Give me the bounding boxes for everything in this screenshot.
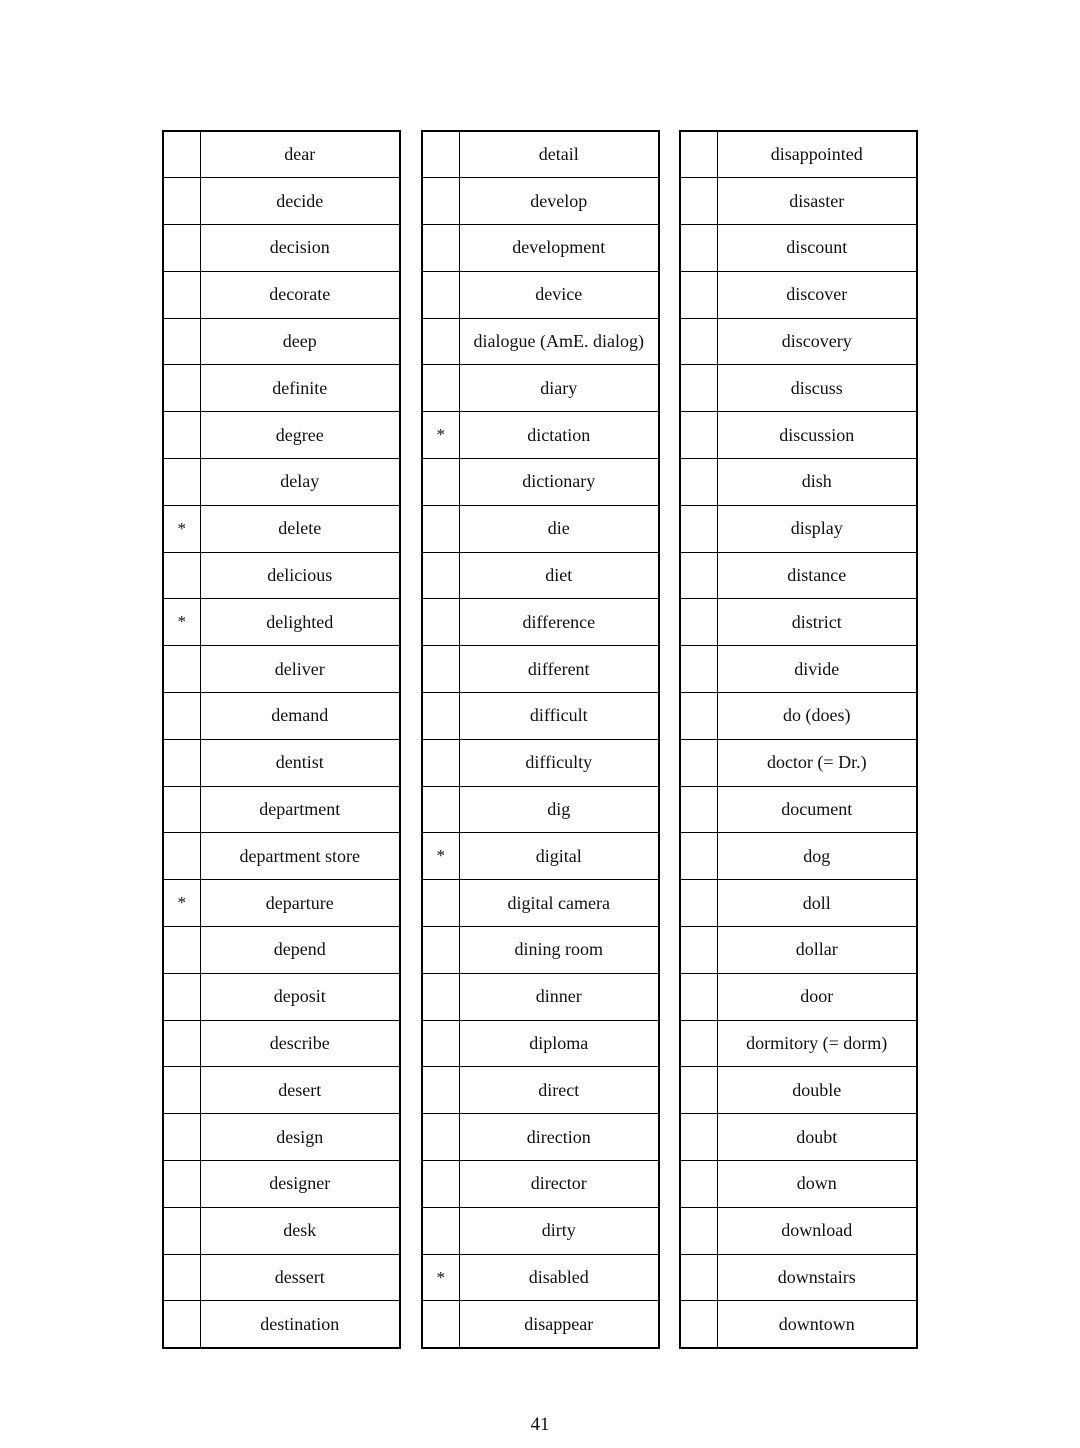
table-row [680,739,917,786]
vocab-word: dig [459,786,659,833]
table-row [680,459,917,506]
table-row [422,1301,659,1348]
row-mark [163,833,200,880]
vocab-word: double [717,1067,917,1114]
table-row [680,599,917,646]
vocab-word: describe [200,1020,400,1067]
vocab-word: disappointed [717,131,917,178]
row-mark: * [422,412,459,459]
row-mark [680,318,717,365]
vocab-word: do (does) [717,693,917,740]
row-mark [422,693,459,740]
table-row [680,646,917,693]
vocab-word: disabled [459,1254,659,1301]
vocab-word: desert [200,1067,400,1114]
row-mark [680,225,717,272]
vocab-word: depend [200,927,400,974]
vocab-word: destination [200,1301,400,1348]
row-mark [680,693,717,740]
row-mark [163,1161,200,1208]
vocab-word: director [459,1161,659,1208]
table-row [680,178,917,225]
row-mark [163,1254,200,1301]
vocab-word: difference [459,599,659,646]
table-row [422,131,659,178]
row-mark [422,131,459,178]
vocab-word: diary [459,365,659,412]
vocab-word: decorate [200,271,400,318]
table-row [422,1207,659,1254]
row-mark [163,459,200,506]
row-mark [422,365,459,412]
row-mark [680,1020,717,1067]
row-mark [422,1114,459,1161]
table-row [422,365,659,412]
row-mark [422,552,459,599]
row-mark [680,739,717,786]
page-number: 41 [530,1414,550,1435]
word-table-1 [162,130,401,1349]
row-mark [163,225,200,272]
table-row [422,178,659,225]
table-row [680,412,917,459]
vocab-word: downstairs [717,1254,917,1301]
table-row [422,459,659,506]
row-mark [422,271,459,318]
row-mark [163,973,200,1020]
row-mark [422,880,459,927]
row-mark [163,178,200,225]
row-mark [680,786,717,833]
row-mark [163,365,200,412]
table-row [422,833,659,880]
table-row [680,1161,917,1208]
vocab-word: direction [459,1114,659,1161]
vocab-word: disaster [717,178,917,225]
vocab-word: delighted [200,599,400,646]
vocab-word: department [200,786,400,833]
row-mark [680,833,717,880]
row-mark [163,1020,200,1067]
row-mark [163,131,200,178]
vocab-word: discover [717,271,917,318]
table-row [163,1067,400,1114]
table-row [422,552,659,599]
row-mark [163,271,200,318]
table-row [680,1301,917,1348]
table-row [680,505,917,552]
vocab-word: downtown [717,1301,917,1348]
table-row [680,693,917,740]
vocab-word: dining room [459,927,659,974]
row-mark [680,880,717,927]
vocab-word: dessert [200,1254,400,1301]
row-mark [422,1020,459,1067]
vocab-word: document [717,786,917,833]
row-mark [163,552,200,599]
vocab-word: design [200,1114,400,1161]
vocab-word: doctor (= Dr.) [717,739,917,786]
vocab-word: difficult [459,693,659,740]
row-mark [680,646,717,693]
table-row [422,973,659,1020]
row-mark [680,1114,717,1161]
table-row [163,365,400,412]
row-mark [422,1301,459,1348]
vocab-word: demand [200,693,400,740]
table-row [422,412,659,459]
table-row [422,693,659,740]
vocab-word: dictionary [459,459,659,506]
row-mark [163,693,200,740]
row-mark [422,646,459,693]
table-row [163,131,400,178]
vocab-word: deposit [200,973,400,1020]
table-row [680,973,917,1020]
vocab-word: dear [200,131,400,178]
vocab-word: direct [459,1067,659,1114]
row-mark [680,412,717,459]
row-mark [422,505,459,552]
vocab-word: die [459,505,659,552]
vocab-word: dog [717,833,917,880]
vocab-word: delay [200,459,400,506]
row-mark: * [163,880,200,927]
row-mark [680,1254,717,1301]
vocab-word: dirty [459,1207,659,1254]
row-mark [163,1067,200,1114]
table-row [422,646,659,693]
vocab-word: different [459,646,659,693]
table-row [163,693,400,740]
vocab-word: desk [200,1207,400,1254]
vocab-word: doubt [717,1114,917,1161]
vocab-word: diploma [459,1020,659,1067]
row-mark [680,178,717,225]
word-table-2 [421,130,660,1349]
vocab-word: down [717,1161,917,1208]
table-row [163,505,400,552]
table-row [163,786,400,833]
table-row [422,1161,659,1208]
row-mark [163,786,200,833]
row-mark [680,927,717,974]
table-row [680,1207,917,1254]
vocab-word: delete [200,505,400,552]
table-row [163,927,400,974]
table-row [422,1020,659,1067]
table-row [163,178,400,225]
row-mark [422,973,459,1020]
table-row [680,225,917,272]
vocab-word: dictation [459,412,659,459]
table-row [680,1254,917,1301]
table-row [163,459,400,506]
table-row [422,786,659,833]
table-row [422,505,659,552]
row-mark [163,927,200,974]
table-row [163,271,400,318]
vocab-word: diet [459,552,659,599]
row-mark [680,271,717,318]
row-mark [680,505,717,552]
table-row [422,599,659,646]
row-mark [680,1301,717,1348]
row-mark [680,973,717,1020]
vocab-word: discovery [717,318,917,365]
table-row [422,1114,659,1161]
vocab-word: discuss [717,365,917,412]
table-row [680,927,917,974]
table-row [422,739,659,786]
table-row [163,1207,400,1254]
vocab-word: door [717,973,917,1020]
row-mark [163,1207,200,1254]
vocab-word: develop [459,178,659,225]
row-mark [163,412,200,459]
row-mark: * [422,833,459,880]
vocab-word: district [717,599,917,646]
row-mark [422,225,459,272]
vocab-word: definite [200,365,400,412]
table-row [163,225,400,272]
row-mark [163,1301,200,1348]
vocab-word: deep [200,318,400,365]
table-row [422,927,659,974]
table-row [163,1301,400,1348]
vocab-word: distance [717,552,917,599]
vocab-word: department store [200,833,400,880]
vocab-word: discount [717,225,917,272]
row-mark [163,646,200,693]
table-row [680,786,917,833]
row-mark: * [163,599,200,646]
vocab-word: download [717,1207,917,1254]
row-mark [422,739,459,786]
vocab-word: dollar [717,927,917,974]
table-row [680,1067,917,1114]
table-row [680,552,917,599]
table-row [680,880,917,927]
table-row [163,1020,400,1067]
table-row [163,318,400,365]
row-mark [422,927,459,974]
vocab-word: degree [200,412,400,459]
vocab-word: doll [717,880,917,927]
table-row [163,973,400,1020]
vocab-word: departure [200,880,400,927]
table-row [680,365,917,412]
vocab-word: decide [200,178,400,225]
vocab-word: detail [459,131,659,178]
row-mark [680,599,717,646]
table-row [680,1020,917,1067]
table-row [422,271,659,318]
table-row [680,833,917,880]
row-mark [680,1067,717,1114]
row-mark [163,1114,200,1161]
vocab-word: designer [200,1161,400,1208]
table-row [422,225,659,272]
vocab-word: dormitory (= dorm) [717,1020,917,1067]
row-mark [422,178,459,225]
table-row [680,318,917,365]
row-mark [422,1161,459,1208]
vocab-word: disappear [459,1301,659,1348]
vocab-word: dish [717,459,917,506]
row-mark: * [163,505,200,552]
vocab-word: divide [717,646,917,693]
table-row [163,880,400,927]
table-row [422,318,659,365]
vocab-word: digital [459,833,659,880]
table-row [163,833,400,880]
vocab-word: decision [200,225,400,272]
table-row [163,1161,400,1208]
row-mark [163,739,200,786]
vocab-word: device [459,271,659,318]
table-row [680,1114,917,1161]
row-mark [680,365,717,412]
vocab-word: digital camera [459,880,659,927]
row-mark [680,459,717,506]
row-mark [680,1207,717,1254]
row-mark [680,1161,717,1208]
table-row [163,739,400,786]
table-row [422,880,659,927]
vocab-word: development [459,225,659,272]
row-mark [422,1067,459,1114]
vocab-word: discussion [717,412,917,459]
row-mark [163,318,200,365]
table-row [163,599,400,646]
word-table-3 [679,130,918,1349]
table-row [163,1114,400,1161]
vocab-word: deliver [200,646,400,693]
vocab-word: difficulty [459,739,659,786]
row-mark [422,786,459,833]
vocab-word: dialogue (AmE. dialog) [459,318,659,365]
table-row [163,412,400,459]
table-row [422,1254,659,1301]
vocab-word: dentist [200,739,400,786]
row-mark [422,1207,459,1254]
table-row [680,131,917,178]
vocab-word: dinner [459,973,659,1020]
row-mark: * [422,1254,459,1301]
row-mark [422,459,459,506]
vocab-word: display [717,505,917,552]
table-row [163,646,400,693]
table-row [680,271,917,318]
row-mark [422,318,459,365]
vocab-word: delicious [200,552,400,599]
table-row [422,1067,659,1114]
table-row [163,552,400,599]
row-mark [680,552,717,599]
row-mark [680,131,717,178]
table-row [163,1254,400,1301]
row-mark [422,599,459,646]
